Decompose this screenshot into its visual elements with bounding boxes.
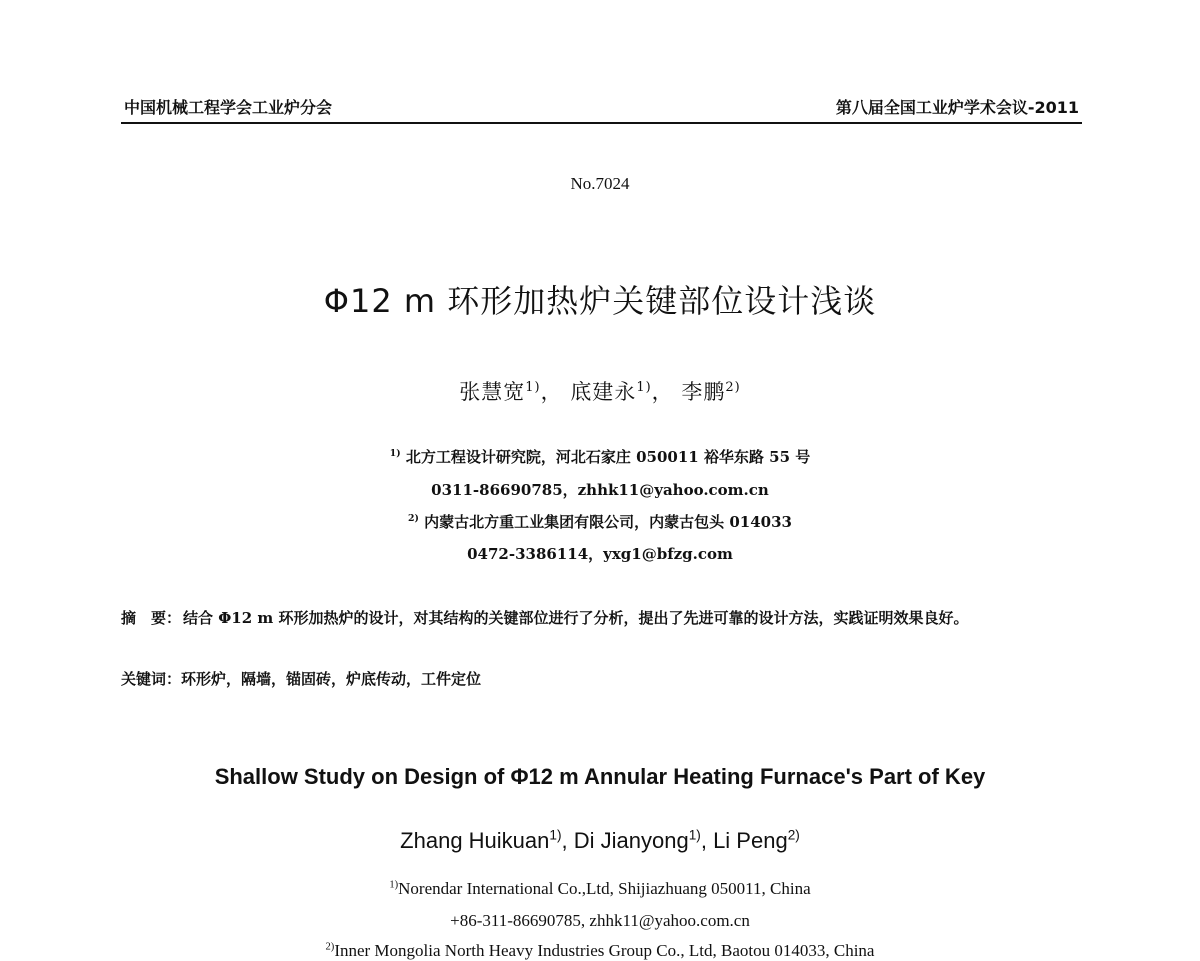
keywords-text: 环形炉，隔墙，锚固砖，炉底传动，工件定位: [181, 670, 482, 688]
author-name: Zhang Huikuan: [400, 828, 550, 853]
affiliation-cn-1: $^{1)}$ 北方工程设计研究院，河北石家庄 050011 裕华东路 55 号: [389, 448, 811, 466]
affiliation-cn-1-contact: 0311-86690785，zhhk11@yahoo.com.cn: [431, 481, 769, 499]
running-header: [121, 94, 1082, 124]
author-mark: 1): [636, 380, 652, 395]
title-english: Shallow Study on Design of Φ12 m Annular Heating Furnace's Part of Key: [214, 764, 986, 789]
affiliation-cn-2-contact: 0472-3386114，yxg1@bfzg.com: [467, 545, 733, 563]
author-mark: 1): [688, 827, 701, 843]
author-name: 李鹏: [681, 380, 726, 404]
affiliation-en-1: $^{1)}$Norendar International Co.,Ltd, Shijiazhuang 050011, China: [389, 879, 811, 898]
author-mark: 2): [787, 827, 800, 843]
authors-chinese: 张慧宽$^{1)}$， 底建永$^{1)}$， 李鹏$^{2)}$: [459, 380, 741, 404]
author-mark: 1): [549, 827, 562, 843]
title-chinese: Φ12 m 环形加热炉关键部位设计浅谈: [323, 282, 877, 320]
header-society: 中国机械工程学会工业炉分会: [124, 98, 333, 117]
author-name: Li Peng: [713, 828, 788, 853]
author-mark: 2): [725, 380, 741, 395]
affiliation-en-2: $^{2)}$Inner Mongolia North Heavy Industries Group Co., Ltd, Baotou 014033, China: [325, 941, 875, 960]
abstract-label: 摘 要：: [121, 609, 182, 627]
author-name: 张慧宽: [459, 380, 526, 404]
keywords-label: 关键词：: [121, 670, 182, 688]
affiliation-en-1-contact: +86-311-86690785, zhhk11@yahoo.com.cn: [450, 911, 750, 930]
abstract-text: 结合 Φ12 m 环形加热炉的设计，对其结构的关键部位进行了分析，提出了先进可靠的设计方法，实践证明效果良好。: [183, 609, 969, 627]
author-name: 底建永: [570, 380, 637, 404]
affiliation-cn-2: $^{2)}$ 内蒙古北方重工业集团有限公司，内蒙古包头 014033: [408, 513, 792, 531]
keywords: [121, 668, 481, 689]
header-conference: 第八届全国工业炉学术会议-2011: [835, 98, 1079, 117]
author-mark: 1): [525, 380, 541, 395]
paper-number: No.7024: [570, 174, 630, 193]
abstract: [121, 604, 1081, 633]
author-name: Di Jianyong: [573, 828, 689, 853]
authors-english: Zhang Huikuan$^{1)}$, Di Jianyong$^{1)}$, Li Peng$^{2)}$: [400, 827, 800, 853]
